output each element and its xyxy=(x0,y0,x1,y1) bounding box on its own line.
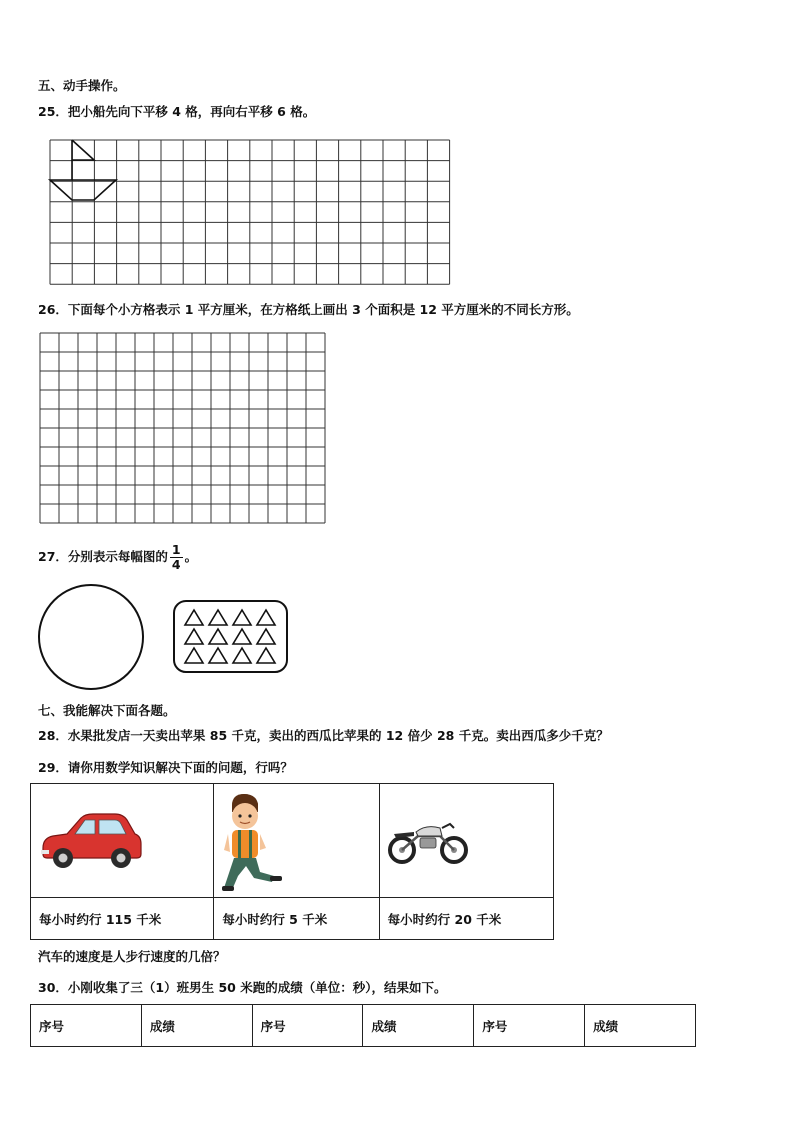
triangle-mark xyxy=(185,648,203,663)
grid-q25 xyxy=(50,140,450,285)
triangle-mark xyxy=(233,610,251,625)
header-number-3: 序号 xyxy=(474,1005,585,1047)
speeds-row xyxy=(31,898,554,940)
section-7-title: 七、我能解决下面各题。 xyxy=(38,703,176,718)
boy-cell xyxy=(214,784,379,898)
motorcycle-cell xyxy=(379,784,553,898)
triangle-mark xyxy=(209,610,227,625)
question-30: 30．小刚收集了三（1）班男生 50 米跑的成绩（单位：秒），结果如下。 xyxy=(38,980,447,995)
question-29: 29．请你用数学知识解决下面的问题，行吗？ xyxy=(38,760,293,775)
triangle-mark xyxy=(185,610,203,625)
results-table xyxy=(30,1004,696,1047)
triangle-mark xyxy=(233,629,251,644)
header-number-2: 序号 xyxy=(252,1005,363,1047)
speed-table xyxy=(30,783,554,940)
question-27 xyxy=(38,540,197,574)
triangle-mark xyxy=(185,629,203,644)
pictures-row xyxy=(31,784,554,898)
car-speed: 每小时约行 115 千米 xyxy=(31,898,214,940)
triangles-figure xyxy=(173,600,289,674)
motorcycle-icon xyxy=(386,818,472,866)
section-5-title: 五、动手操作。 xyxy=(38,78,126,93)
circle-figure xyxy=(37,584,147,694)
header-score-3: 成绩 xyxy=(585,1005,696,1047)
header-score-1: 成绩 xyxy=(141,1005,252,1047)
header-score-2: 成绩 xyxy=(363,1005,474,1047)
grid-q26 xyxy=(40,333,325,523)
boat-shape xyxy=(50,140,116,200)
question-25: 25．把小船先向下平移 4 格，再向右平移 6 格。 xyxy=(38,104,316,119)
triangle-mark xyxy=(209,629,227,644)
header-number-1: 序号 xyxy=(31,1005,142,1047)
question-26: 26．下面每个小方格表示 1 平方厘米，在方格纸上画出 3 个面积是 12 平方厘米的不同长方形。 xyxy=(38,302,579,317)
motorcycle-speed: 每小时约行 20 千米 xyxy=(379,898,553,940)
fraction-numerator: 1 xyxy=(171,542,181,557)
results-header-row xyxy=(31,1005,696,1047)
car-icon xyxy=(37,810,147,870)
question-29-sub: 汽车的速度是人步行速度的几倍？ xyxy=(38,949,226,964)
car-cell xyxy=(31,784,214,898)
question-27-prefix: 27．分别表示每幅图的 xyxy=(38,549,168,564)
triangle-mark xyxy=(257,648,275,663)
walking-speed: 每小时约行 5 千米 xyxy=(214,898,379,940)
triangle-mark xyxy=(257,629,275,644)
triangle-mark xyxy=(209,648,227,663)
fraction-one-quarter xyxy=(170,543,183,572)
question-28: 28．水果批发店一天卖出苹果 85 千克，卖出的西瓜比苹果的 12 倍少 28 千克。卖出西瓜多少千克？ xyxy=(38,728,609,743)
question-27-suffix: 。 xyxy=(184,549,198,564)
fraction-denominator: 4 xyxy=(171,557,181,572)
triangle-mark xyxy=(257,610,275,625)
boy-walking-icon xyxy=(220,790,286,894)
triangle-mark xyxy=(233,648,251,663)
